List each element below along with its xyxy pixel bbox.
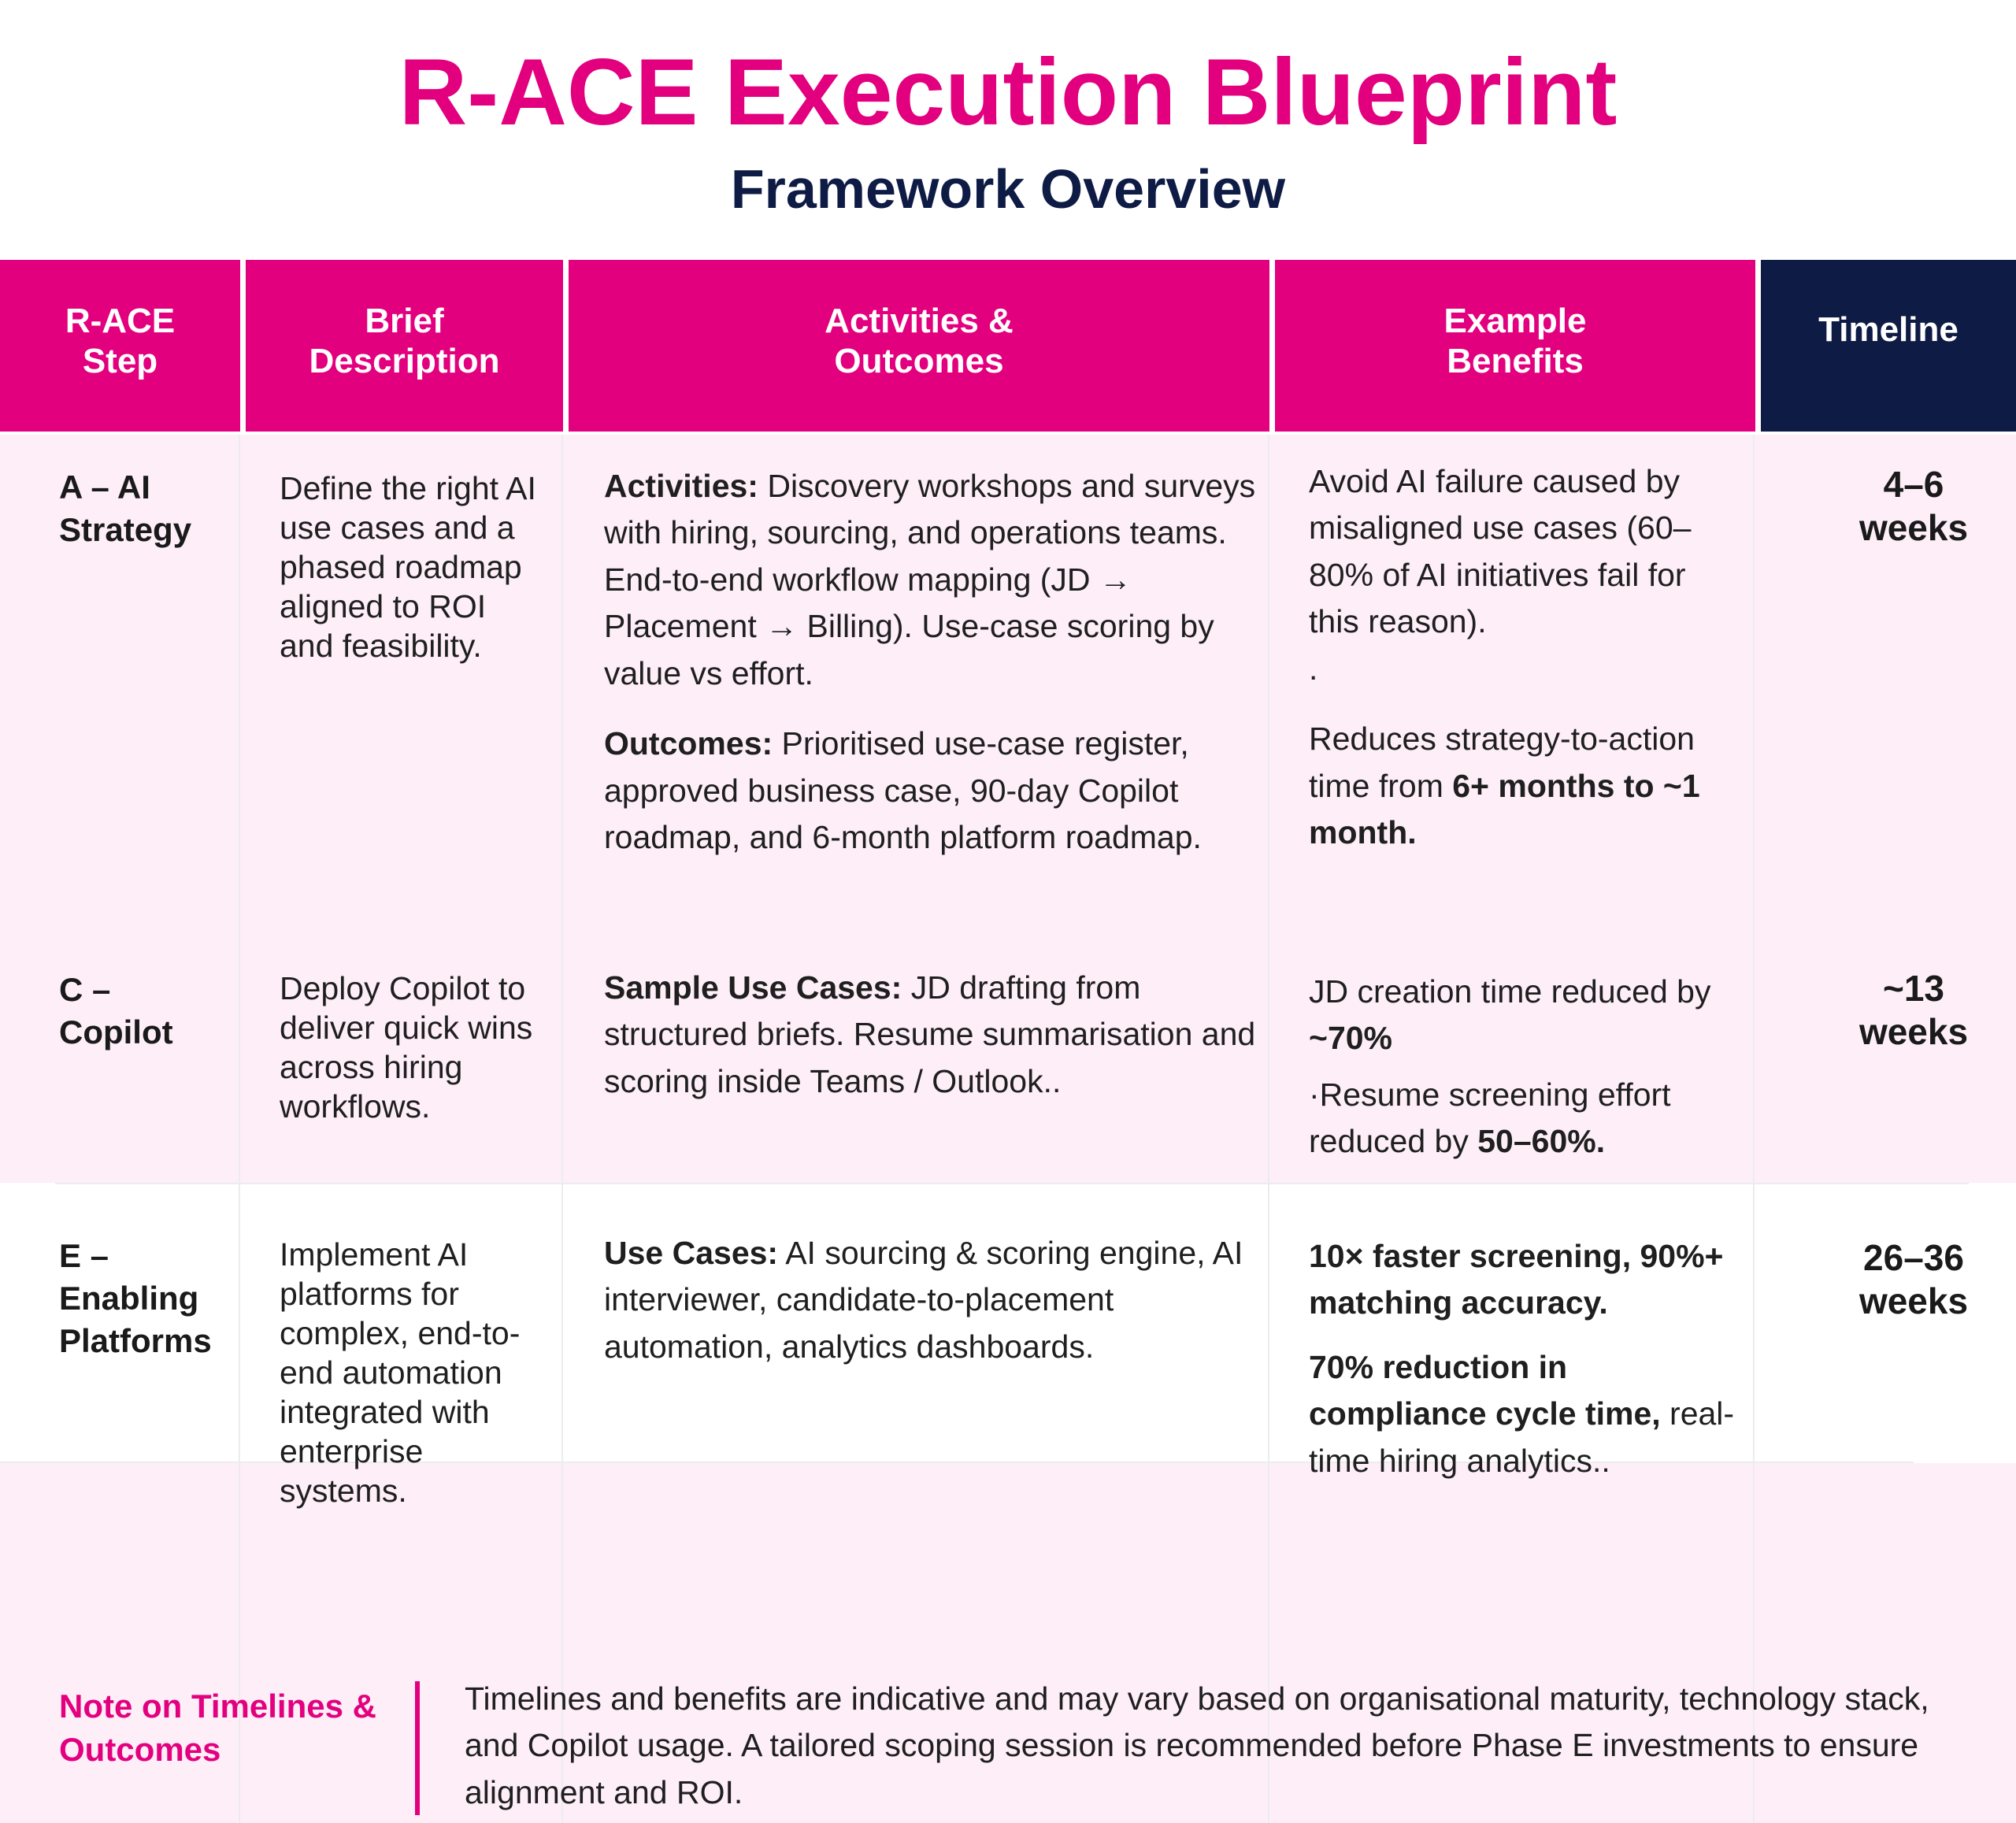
column-divider <box>1753 435 1755 1823</box>
timeline-cell: 4–6 weeks <box>1858 464 1969 549</box>
step-cell: E – Enabling Platforms <box>59 1237 212 1359</box>
header-step: R-ACE Step <box>0 260 240 432</box>
timeline-cell: ~13 weeks <box>1858 968 1969 1053</box>
framework-table <box>0 260 2016 1622</box>
description-cell: Deploy Copilot to deliver quick wins across hiring workflows. <box>280 970 533 1125</box>
column-divider <box>239 435 240 1823</box>
note-divider <box>415 1681 420 1815</box>
header-description: Brief Description <box>246 260 563 432</box>
note-text: Timelines and benefits are indicative and may vary based on organisational maturity, technology stack, and Copilot usage. A tailored scoping session is recommended before Phase E investments to ensure alignment and ROI. <box>465 1680 1929 1810</box>
note-label: Note on Timelines & Outcomes <box>59 1688 376 1768</box>
activities-cell: Activities: Discovery workshops and surveys with hiring, sourcing, and operations teams. End-to-end workflow mapping (JD → Placement → Billing). Use-case scoring by value vs effort. Outcomes: Prioritised use-case register, approved business case, 90-day Copilot roadmap, and 6-month platform roadmap. <box>604 468 1256 856</box>
activities-cell: Use Cases: AI sourcing & scoring engine, AI interviewer, candidate-to-placement automation, analytics dashboards. <box>604 1235 1243 1365</box>
description-cell: Define the right AI use cases and a phased roadmap aligned to ROI and feasibility. <box>280 470 536 665</box>
description-cell: Implement AI platforms for complex, end-to-end automation integrated with enterprise systems. <box>280 1236 521 1510</box>
benefits-cell: Avoid AI failure caused by misaligned use cases (60–80% of AI initiatives fail for this reason). . Reduces strategy-to-action time from 6+ months to ~1 month. <box>1309 463 1700 851</box>
step-cell: A – AI Strategy <box>59 469 192 548</box>
page-subtitle: Framework Overview <box>730 158 1286 220</box>
benefits-cell: JD creation time reduced by ~70% ·Resume screening effort reduced by 50–60%. <box>1309 973 1711 1160</box>
column-divider <box>561 435 563 1823</box>
page-title: R-ACE Execution Blueprint <box>398 39 1618 145</box>
header-activities: Activities & Outcomes <box>569 260 1269 432</box>
header-timeline: Timeline <box>1761 260 2016 432</box>
timeline-cell: 26–36 weeks <box>1858 1237 1969 1322</box>
benefits-cell: 10× faster screening, 90%+ matching accuracy. 70% reduction in compliance cycle time, real-time hiring analytics.. <box>1309 1238 1735 1479</box>
header-benefits: Example Benefits <box>1275 260 1755 432</box>
column-divider <box>1268 435 1269 1823</box>
step-cell: C – Copilot <box>59 971 173 1050</box>
activities-cell: Sample Use Cases: JD drafting from structured briefs. Resume summarisation and scoring inside Teams / Outlook.. <box>604 969 1256 1099</box>
